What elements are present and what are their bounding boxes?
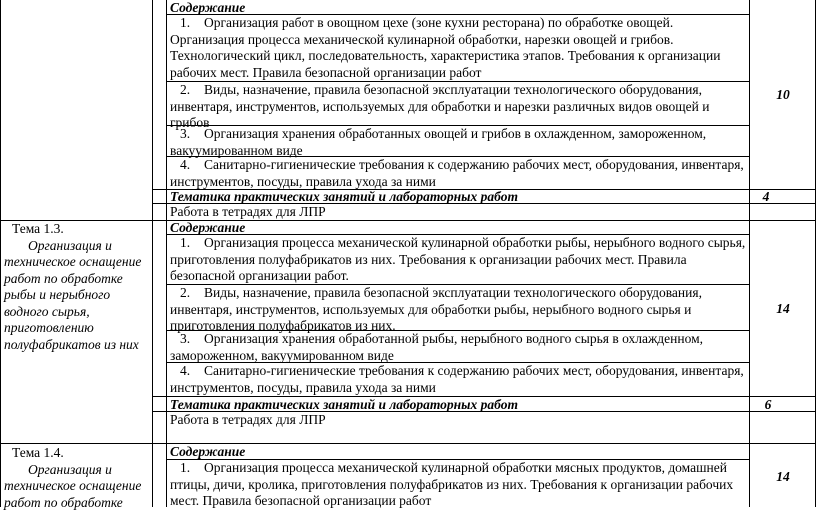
- content-item: [166, 331, 750, 364]
- item-number: 2.: [170, 82, 204, 99]
- hours-value: 14: [751, 301, 815, 318]
- content-header-text: Содержание: [170, 0, 245, 15]
- item-text: Организация работ в овощном цехе (зоне кухни ресторана) по обработке овощей. Организация процесса механической кулинарной обработки, нарезки овощей и грибов. Технологический цикл, последовательность, характеристика этапов. Требования к организации рабочих мест. Правила безопасной организации работ: [170, 15, 720, 80]
- item-text: Организация хранения обработанной рыбы, нерыбного водного сырья в охлажденном, замороженном, вакуумированном виде: [170, 331, 703, 363]
- content-item: [166, 285, 750, 335]
- content-item: [166, 126, 750, 159]
- content-header-text: Содержание: [170, 444, 245, 459]
- hours-value: 10: [751, 87, 815, 104]
- content-item: [166, 15, 750, 81]
- topic-title: Тема 1.4.: [4, 445, 148, 462]
- content-item: [166, 235, 750, 285]
- topic-title: Тема 1.3.: [4, 221, 148, 238]
- item-text: Организация процесса механической кулинарной обработки рыбы, нерыбного водного сырья, приготовления полуфабрикатов из них. Требования к организации рабочих мест. Правила безопасной организации работ.: [170, 235, 745, 283]
- practice-note: [166, 204, 750, 221]
- content-item: [166, 82, 750, 132]
- practice-title-text: Тематика практических занятий и лабораторных работ: [170, 189, 518, 204]
- topic-description: Организация и техническое оснащение работ по обработке: [4, 462, 148, 511]
- item-number: 1.: [170, 15, 204, 32]
- item-number: 4.: [170, 363, 204, 380]
- content-header: [166, 444, 750, 461]
- item-text: Санитарно-гигиенические требования к содержанию рабочих мест, оборудования, инвентаря, инструментов, посуды, правила ухода за ними: [170, 157, 744, 189]
- practice-note: [166, 412, 750, 429]
- item-text: Виды, назначение, правила безопасной эксплуатации технологического оборудования, инвентаря, инструментов, используемых для обработки рыбы, нерыбного водного сырья и приготовления полуфабрикатов из них.: [170, 285, 702, 333]
- item-text: Организация процесса механической кулинарной обработки мясных продуктов, домашней птицы, дичи, кролика, приготовления полуфабрикатов из них. Требования к организации рабочих мест. Правила безопасной организации работ: [170, 460, 733, 508]
- item-number: 1.: [170, 460, 204, 477]
- grid-line-topic-column: [152, 0, 153, 507]
- item-number: 3.: [170, 331, 204, 348]
- item-text: Санитарно-гигиенические требования к содержанию рабочих мест, оборудования, инвентаря, инструментов, посуды, правила ухода за ними: [170, 363, 744, 395]
- topic-cell: [0, 221, 152, 353]
- practice-title-text: Тематика практических занятий и лабораторных работ: [170, 397, 518, 412]
- practice-hours: 6: [736, 397, 800, 414]
- content-header-text: Содержание: [170, 220, 245, 235]
- item-number: 3.: [170, 126, 204, 143]
- content-item: [166, 157, 750, 190]
- hours-value: 14: [751, 469, 815, 486]
- item-number: 2.: [170, 285, 204, 302]
- practice-note-text: Работа в тетрадях для ЛПР: [170, 412, 326, 427]
- content-item: [166, 363, 750, 396]
- item-number: 1.: [170, 235, 204, 252]
- content-item: [166, 460, 750, 510]
- item-text: Виды, назначение, правила безопасной эксплуатации технологического оборудования, инвентаря, инструментов, используемых для обработки и нарезки различных видов овощей и грибов: [170, 82, 709, 130]
- item-number: 4.: [170, 157, 204, 174]
- practice-hours: 4: [734, 189, 798, 206]
- topic-cell: [0, 445, 152, 511]
- item-text: Организация хранения обработанных овощей и грибов в охлажденном, замороженном, вакуумированном виде: [170, 126, 706, 158]
- topic-description: Организация и техническое оснащение работ по обработке рыбы и нерыбного водного сырья, приготовлению полуфабрикатов из них: [4, 238, 148, 354]
- practice-note-text: Работа в тетрадях для ЛПР: [170, 204, 326, 219]
